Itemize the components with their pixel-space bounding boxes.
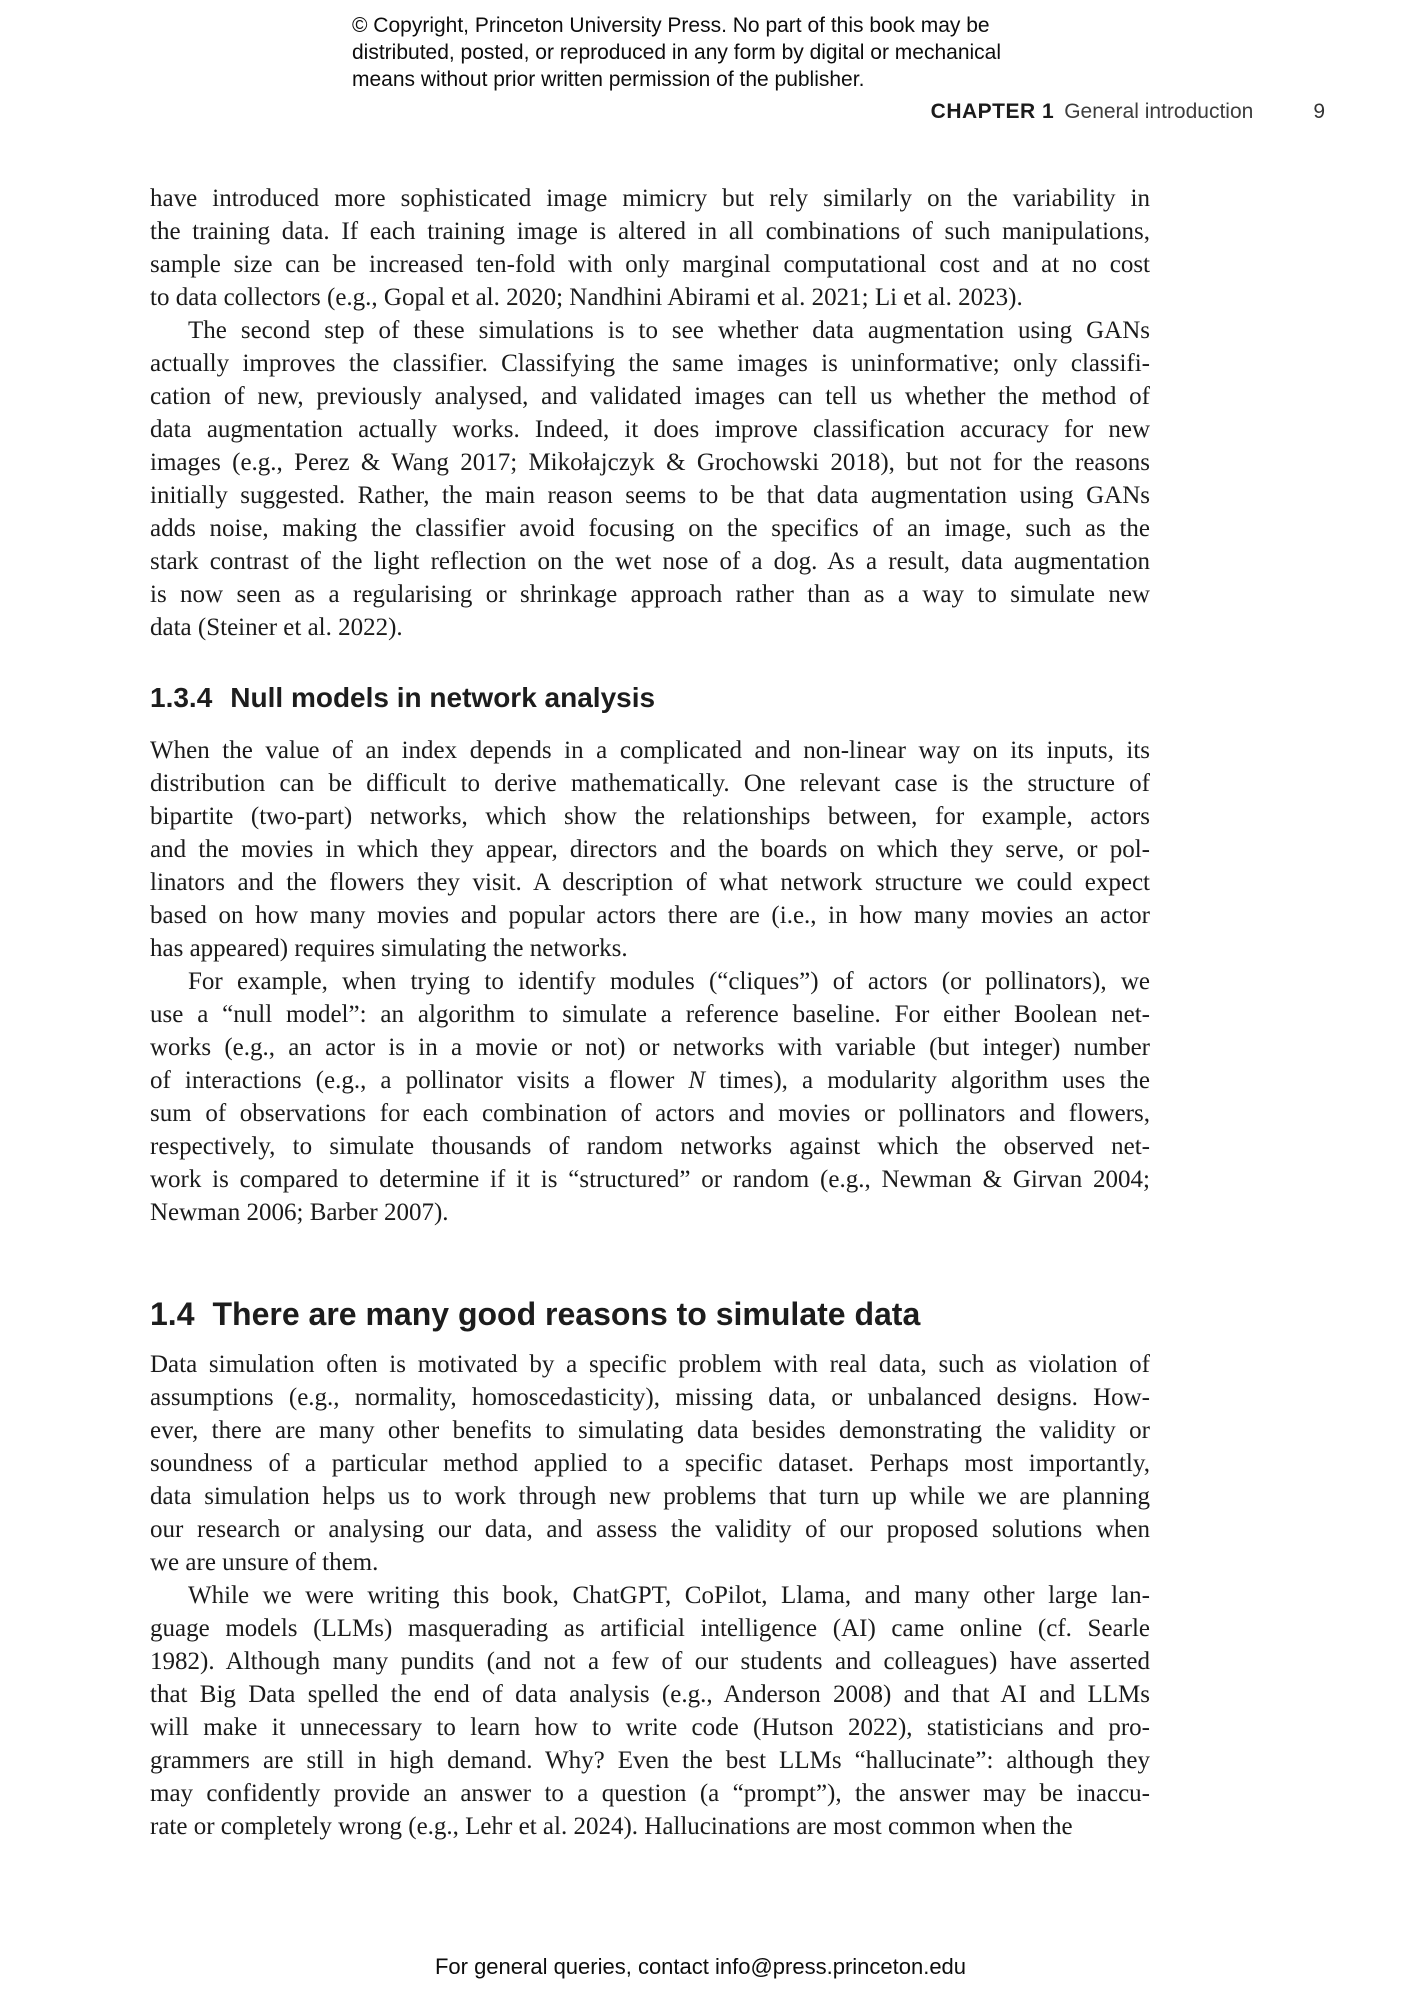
text-line [150, 479, 1150, 512]
text-run: based on how many movies and popular actors there are (i.e., in how many movies an actor [150, 902, 1150, 929]
text-line [150, 380, 1150, 413]
text-run: When the value of an index depends in a complicated and non-linear way on its inputs, its [150, 737, 1150, 764]
text-line [150, 932, 1150, 965]
text-run: Data simulation often is motivated by a specific problem with real data, such as violation of [150, 1351, 1150, 1378]
text-line [150, 1612, 1150, 1645]
text-line [150, 1744, 1150, 1777]
text-run: rate or completely wrong (e.g., Lehr et al. 2024). Hallucinations are most common when the [150, 1813, 1073, 1840]
body-paragraph [150, 965, 1150, 1229]
text-run: cation of new, previously analysed, and validated images can tell us whether the method of [150, 383, 1150, 410]
text-line [150, 1196, 1150, 1229]
text-run: While we were writing this book, ChatGPT, CoPilot, Llama, and many other large lan- [188, 1582, 1150, 1609]
text-run: sum of observations for each combination of actors and movies or pollinators and flowers, [150, 1100, 1150, 1127]
text-run: ever, there are many other benefits to simulating data besides demonstrating the validity or [150, 1417, 1150, 1444]
text-line [150, 1777, 1150, 1810]
text-run: work is compared to determine if it is “structured” or random (e.g., Newman & Girvan 2004; [150, 1166, 1150, 1193]
text-run: the training data. If each training image is altered in all combinations of such manipulations, [150, 218, 1150, 245]
text-line [150, 1130, 1150, 1163]
text-line [150, 1513, 1150, 1546]
text-run: initially suggested. Rather, the main reason seems to be that data augmentation using GANs [150, 482, 1150, 509]
text-line [150, 446, 1150, 479]
text-run: Newman 2006; Barber 2007). [150, 1199, 449, 1226]
text-line [150, 1810, 1150, 1843]
text-line [150, 578, 1150, 611]
text-line [150, 1348, 1150, 1381]
text-run: soundness of a particular method applied to a specific dataset. Perhaps most importantly, [150, 1450, 1150, 1477]
text-run: actually improves the classifier. Classifying the same images is uninformative; only classifi- [150, 350, 1150, 377]
text-run: For example, when trying to identify modules (“cliques”) of actors (or pollinators), we [188, 968, 1150, 995]
text-line [150, 965, 1150, 998]
text-run: assumptions (e.g., normality, homoscedasticity), missing data, or unbalanced designs. How- [150, 1384, 1150, 1411]
text-line [150, 215, 1150, 248]
body-paragraph [150, 182, 1150, 314]
footer-queries-line: For general queries, contact info@press.princeton.edu [434, 1954, 967, 1979]
section-title: There are many good reasons to simulate data [212, 1296, 921, 1332]
text-line [150, 1546, 1150, 1579]
text-run: data simulation helps us to work through new problems that turn up while we are planning [150, 1483, 1150, 1510]
text-run: times), a modularity algorithm uses the [705, 1067, 1151, 1094]
text-run: we are unsure of them. [150, 1549, 379, 1576]
copyright-line: means without prior written permission of the publisher. [352, 68, 865, 91]
text-line [150, 1645, 1150, 1678]
chapter-label: CHAPTER 1 [930, 100, 1055, 123]
body-paragraph [150, 734, 1150, 965]
text-line [150, 314, 1150, 347]
text-run: stark contrast of the light reflection on the wet nose of a dog. As a result, data augmentation [150, 548, 1150, 575]
text-line [150, 1381, 1150, 1414]
section-heading-1-3-4 [150, 680, 1250, 716]
text-run: images (e.g., Perez & Wang 2017; Mikołajczyk & Grochowski 2018), but not for the reasons [150, 449, 1150, 476]
text-run: 1982). Although many pundits (and not a few of our students and colleagues) have asserted [150, 1648, 1150, 1675]
text-run: of interactions (e.g., a pollinator visits a flower [150, 1067, 689, 1094]
text-line [150, 182, 1150, 215]
body-paragraph [150, 314, 1150, 644]
text-run: and the movies in which they appear, directors and the boards on which they serve, or pol- [150, 836, 1150, 863]
text-line [150, 611, 1150, 644]
text-line [150, 1447, 1150, 1480]
text-line [150, 281, 1150, 314]
text-run: data augmentation actually works. Indeed, it does improve classification accuracy for new [150, 416, 1150, 443]
text-run: The second step of these simulations is to see whether data augmentation using GANs [188, 317, 1150, 344]
section-number: 1.3.4 [150, 682, 213, 713]
text-run: respectively, to simulate thousands of random networks against which the observed net- [150, 1133, 1150, 1160]
text-line [150, 800, 1150, 833]
text-line [150, 1031, 1150, 1064]
running-header [931, 100, 1325, 124]
text-line [150, 413, 1150, 446]
body-paragraph [150, 1348, 1150, 1579]
text-run: have introduced more sophisticated image mimicry but rely similarly on the variability in [150, 185, 1150, 212]
text-line [150, 767, 1150, 800]
text-line [150, 998, 1150, 1031]
text-line [150, 1064, 1150, 1097]
page-number: 9 [1313, 100, 1325, 123]
text-line [150, 866, 1150, 899]
text-line [150, 899, 1150, 932]
text-line [150, 1163, 1150, 1196]
text-run: that Big Data spelled the end of data analysis (e.g., Anderson 2008) and that AI and LLMs [150, 1681, 1150, 1708]
text-run: to data collectors (e.g., Gopal et al. 2020; Nandhini Abirami et al. 2021; Li et al. 2023). [150, 284, 1023, 311]
text-line [150, 734, 1150, 767]
text-line [150, 1579, 1150, 1612]
text-line [150, 248, 1150, 281]
text-run: sample size can be increased ten-fold with only marginal computational cost and at no cost [150, 251, 1150, 278]
text-line [150, 512, 1150, 545]
text-run: distribution can be difficult to derive mathematically. One relevant case is the structure of [150, 770, 1150, 797]
italic-text: N [688, 1067, 706, 1094]
text-run: will make it unnecessary to learn how to write code (Hutson 2022), statisticians and pro- [150, 1714, 1150, 1741]
text-line [150, 1480, 1150, 1513]
text-run: use a “null model”: an algorithm to simulate a reference baseline. For either Boolean net- [150, 1001, 1150, 1028]
copyright-line: distributed, posted, or reproduced in any form by digital or mechanical [352, 41, 1002, 64]
text-line [150, 1414, 1150, 1447]
copyright-notice [352, 12, 1001, 93]
body-paragraph [150, 1579, 1150, 1843]
text-line [150, 545, 1150, 578]
text-run: data (Steiner et al. 2022). [150, 614, 403, 641]
text-run: works (e.g., an actor is in a movie or not) or networks with variable (but integer) number [150, 1034, 1150, 1061]
copyright-line: © Copyright, Princeton University Press. No part of this book may be [352, 14, 990, 37]
section-number: 1.4 [150, 1296, 195, 1332]
text-line [150, 1097, 1150, 1130]
text-run: may confidently provide an answer to a question (a “prompt”), the answer may be inaccu- [150, 1780, 1150, 1807]
text-line [150, 833, 1150, 866]
text-run: is now seen as a regularising or shrinkage approach rather than as a way to simulate new [150, 581, 1150, 608]
text-run: adds noise, making the classifier avoid focusing on the specifics of an image, such as the [150, 515, 1150, 542]
section-title: Null models in network analysis [230, 682, 656, 713]
text-line [150, 1711, 1150, 1744]
text-run: our research or analysing our data, and assess the validity of our proposed solutions when [150, 1516, 1150, 1543]
text-line [150, 347, 1150, 380]
text-run: has appeared) requires simulating the networks. [150, 935, 628, 962]
text-run: bipartite (two-part) networks, which show the relationships between, for example, actors [150, 803, 1150, 830]
chapter-title: General introduction [1064, 100, 1254, 123]
section-heading-1-4 [150, 1294, 1250, 1334]
text-run: linators and the flowers they visit. A description of what network structure we could expect [150, 869, 1150, 896]
text-line [150, 1678, 1150, 1711]
text-run: grammers are still in high demand. Why? Even the best LLMs “hallucinate”: although they [150, 1747, 1150, 1774]
text-run: guage models (LLMs) masquerading as artificial intelligence (AI) came online (cf. Searle [150, 1615, 1150, 1642]
